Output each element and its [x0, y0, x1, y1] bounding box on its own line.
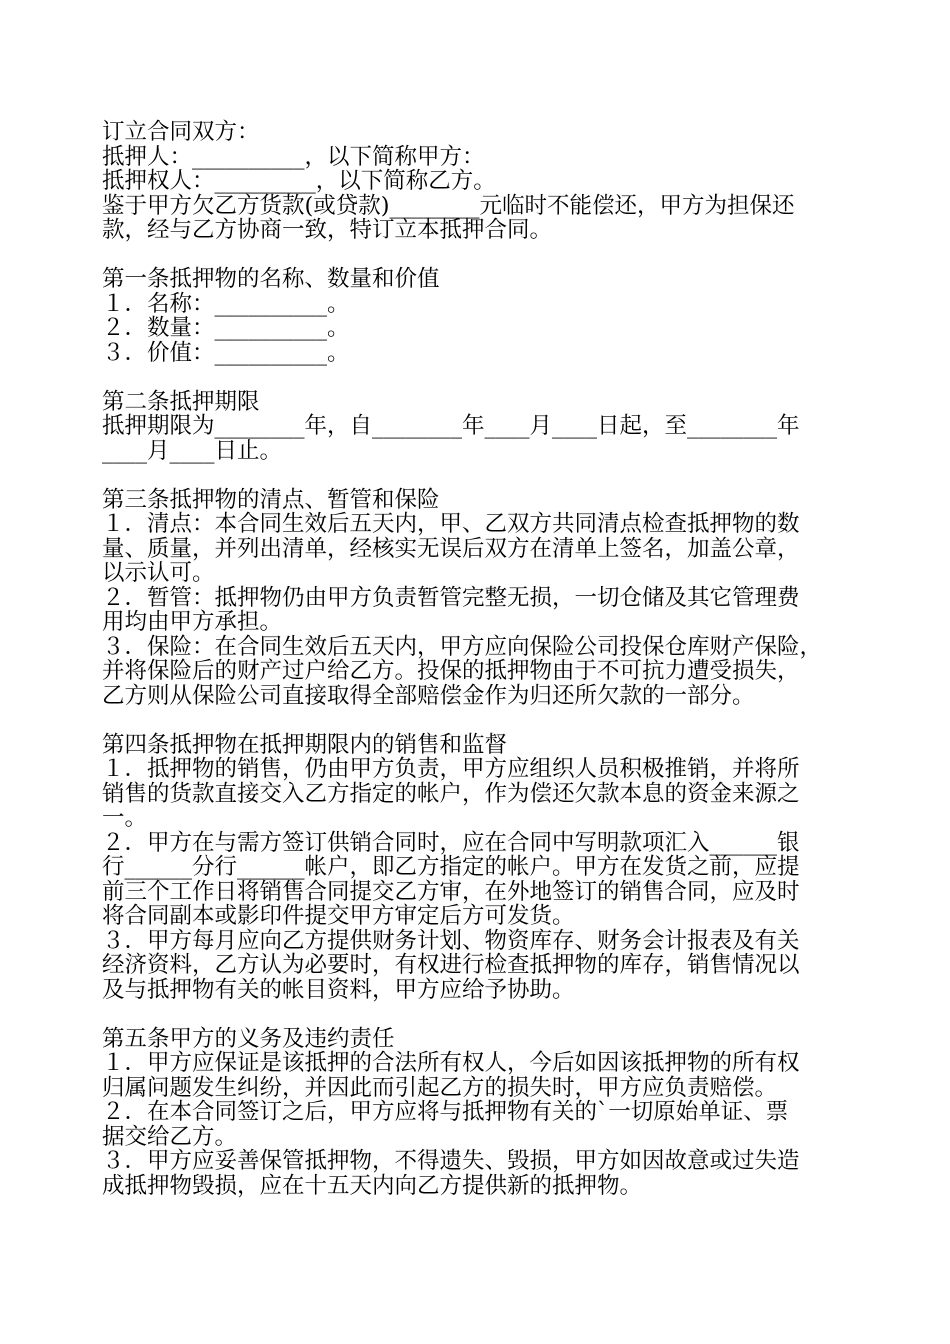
contract-text [102, 120, 862, 1198]
contract-line: ３．保险：在合同生效后五天内，甲方应向保险公司投保仓库财产保险， [102, 633, 823, 660]
contract-line: ２．甲方在与需方签订供销合同时，应在合同中写明款项汇入______银 [102, 829, 800, 856]
contract-line: 乙方则从保险公司直接取得全部赔偿金作为归还所欠款的一部分。 [102, 682, 755, 709]
blank-line [102, 708, 862, 733]
contract-line: 及与抵押物有关的帐目资料，甲方应给予协助。 [102, 976, 575, 1003]
contract-line: ３．甲方每月应向乙方提供财务计划、物资库存、财务会计报表及有关 [102, 927, 800, 954]
contract-line: 销售的货款直接交入乙方指定的帐户，作为偿还欠款本息的资金来源之 [102, 780, 800, 807]
contract-line: 据交给乙方。 [102, 1123, 238, 1150]
section-heading: 第一条抵押物的名称、数量和价值 [102, 266, 440, 292]
contract-line: 归属问题发生纠纷，并因此而引起乙方的损失时，甲方应负责赔偿。 [102, 1074, 778, 1101]
contract-line: 订立合同双方： [102, 119, 260, 145]
contract-line: １．名称：__________。 [102, 290, 350, 317]
contract-line: 抵押人：__________，以下简称甲方： [102, 143, 485, 170]
contract-line: 抵押期限为________年，自________年____月____日起，至________年 [102, 413, 800, 439]
contract-line: 前三个工作日将销售合同提交乙方审，在外地签订的销售合同，应及时 [102, 878, 800, 905]
contract-line: 用均由甲方承担。 [102, 609, 283, 635]
contract-line: ____月____日止。 [102, 437, 283, 464]
section-heading: 第三条抵押物的清点、暂管和保险 [102, 486, 440, 513]
contract-line: 鉴于甲方欠乙方货款(或贷款)________元临时不能偿还，甲方为担保还 [102, 192, 795, 219]
contract-line: １．抵押物的销售，仍由甲方负责，甲方应组织人员积极推销，并将所 [102, 756, 800, 782]
contract-line: 将合同副本或影印件提交甲方审定后方可发货。 [102, 903, 575, 929]
contract-line: 款，经与乙方协商一致，特订立本抵押合同。 [102, 217, 553, 243]
contract-line: ２．数量：__________。 [102, 315, 350, 341]
contract-line: 并将保险后的财产过户给乙方。投保的抵押物由于不可抗力遭受损失， [102, 658, 800, 684]
blank-line [102, 243, 862, 268]
contract-line: 以示认可。 [102, 560, 215, 586]
contract-line: 量、质量，并列出清单，经核实无误后双方在清单上签名，加盖公章， [102, 535, 800, 562]
contract-line: ３．甲方应妥善保管抵押物，不得遗失、毁损，甲方如因故意或过失造 [102, 1148, 800, 1174]
blank-line [102, 1002, 862, 1027]
blank-line [102, 365, 862, 390]
section-heading: 第五条甲方的义务及违约责任 [102, 1025, 395, 1052]
blank-line [102, 463, 862, 488]
contract-line: 成抵押物毁损，应在十五天内向乙方提供新的抵押物。 [102, 1172, 643, 1199]
contract-line: ３．价值：__________。 [102, 339, 350, 366]
contract-line: 抵押权人：_________，以下简称乙方。 [102, 168, 496, 194]
contract-line: 经济资料，乙方认为必要时，有权进行检查抵押物的库存，销售情况以 [102, 952, 800, 978]
contract-line: ２．在本合同签订之后，甲方应将与抵押物有关的`一切原始单证、票 [102, 1099, 789, 1125]
contract-line: １．清点：本合同生效后五天内，甲、乙双方共同清点检查抵押物的数 [102, 511, 800, 537]
contract-line: １．甲方应保证是该抵押的合法所有权人，今后如因该抵押物的所有权 [102, 1050, 800, 1076]
section-heading: 第二条抵押期限 [102, 388, 260, 415]
contract-line: 一。 [102, 805, 148, 831]
contract-line: 行______分行______帐户，即乙方指定的帐户。甲方在发货之前，应提 [102, 854, 800, 880]
section-heading: 第四条抵押物在抵押期限内的销售和监督 [102, 731, 508, 758]
contract-line: ２．暂管：抵押物仍由甲方负责暂管完整无损，一切仓储及其它管理费 [102, 584, 800, 611]
